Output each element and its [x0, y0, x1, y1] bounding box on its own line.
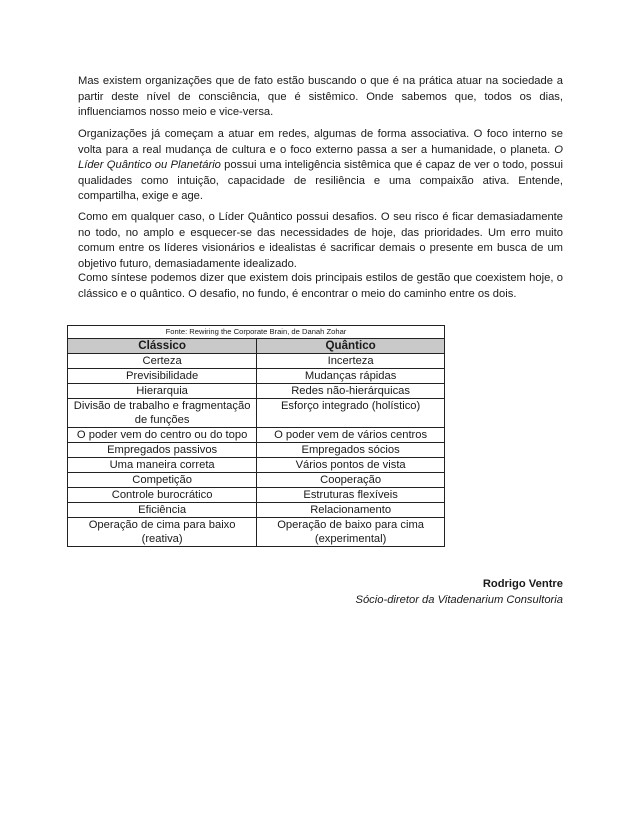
table-cell-quantico: Estruturas flexíveis [257, 488, 445, 503]
table-row [68, 488, 445, 503]
table-cell-quantico: O poder vem de vários centros [257, 428, 445, 443]
table-cell-classico: Eficiência [68, 503, 257, 518]
table-cell-classico: Divisão de trabalho e fragmentação de funções [68, 399, 257, 428]
signature-name: Rodrigo Ventre [482, 578, 563, 590]
paragraph-2 [78, 127, 563, 205]
table-cell-classico: Certeza [68, 354, 257, 369]
comparison-table-container [67, 325, 445, 547]
header-classico: Clássico [68, 339, 257, 354]
comparison-table [67, 325, 445, 547]
table-cell-classico: Empregados passivos [68, 443, 257, 458]
paragraph-4: Como síntese podemos dizer que existem dois principais estilos de gestão que coexistem hoje, o clássico e o quântico. O desafio, no fundo, é encontrar o meio do caminho entre os dois. [78, 272, 563, 300]
paragraph-1: Mas existem organizações que de fato estão buscando o que é na prática atuar na sociedade a partir deste nível de consciência, que é sistêmico. Onde sabemos que, todos os dias, influenciamos nosso meio e vice-versa. [78, 75, 563, 119]
paragraph-2-text-b: possui uma inteligência sistêmica que é capaz de ver o todo, possui qualidades como intuição, capacidade de resiliência e uma compaixão ativa. Entende, compartilha, exige e age. [78, 159, 563, 203]
paragraph-3: Como em qualquer caso, o Líder Quântico possui desafios. O seu risco é ficar demasiadamente no todo, no amplo e esquecer-se das necessidades de hoje, das prioridades. Um erro muito comum entre os líderes visionários e idealistas é sacrificar demais o presente em busca de um objetivo futuro, demasiadamente idealizado. [78, 211, 563, 270]
paragraph-2-italic: O Líder Quântico ou Planetário [78, 143, 563, 172]
table-cell-classico: Previsibilidade [68, 369, 257, 384]
signature-role: Sócio-diretor da Vitadenarium Consultoria [355, 594, 563, 606]
table-cell-quantico: Esforço integrado (holístico) [257, 399, 445, 428]
header-quantico: Quântico [257, 339, 445, 354]
table-cell-classico: Operação de cima para baixo (reativa) [68, 518, 257, 547]
table-cell-quantico: Redes não-hierárquicas [257, 384, 445, 399]
table-cell-classico: Competição [68, 473, 257, 488]
table-row [68, 428, 445, 443]
table-cell-quantico: Vários pontos de vista [257, 458, 445, 473]
table-row [68, 473, 445, 488]
table-cell-quantico: Empregados sócios [257, 443, 445, 458]
table-body [68, 354, 445, 547]
table-row [68, 399, 445, 428]
paragraph-2-text-a: Organizações já começam a atuar em redes, algumas de forma associativa. O foco interno se volta para a real mudança de cultura e o foco externo passa a ser a humanidade, o planeta. [78, 128, 563, 156]
table-cell-quantico: Operação de baixo para cima (experimental) [257, 518, 445, 547]
table-row [68, 503, 445, 518]
table-row [68, 443, 445, 458]
table-cell-quantico: Relacionamento [257, 503, 445, 518]
table-row [68, 369, 445, 384]
table-row [68, 458, 445, 473]
table-row [68, 518, 445, 547]
table-cell-quantico: Mudanças rápidas [257, 369, 445, 384]
table-row [68, 354, 445, 369]
table-cell-classico: O poder vem do centro ou do topo [68, 428, 257, 443]
table-cell-quantico: Incerteza [257, 354, 445, 369]
table-cell-classico: Uma maneira correta [68, 458, 257, 473]
table-cell-classico: Controle burocrático [68, 488, 257, 503]
table-cell-quantico: Cooperação [257, 473, 445, 488]
table-row [68, 384, 445, 399]
table-cell-classico: Hierarquia [68, 384, 257, 399]
table-source-caption: Fonte: Rewiring the Corporate Brain, de Danah Zohar [68, 326, 445, 339]
